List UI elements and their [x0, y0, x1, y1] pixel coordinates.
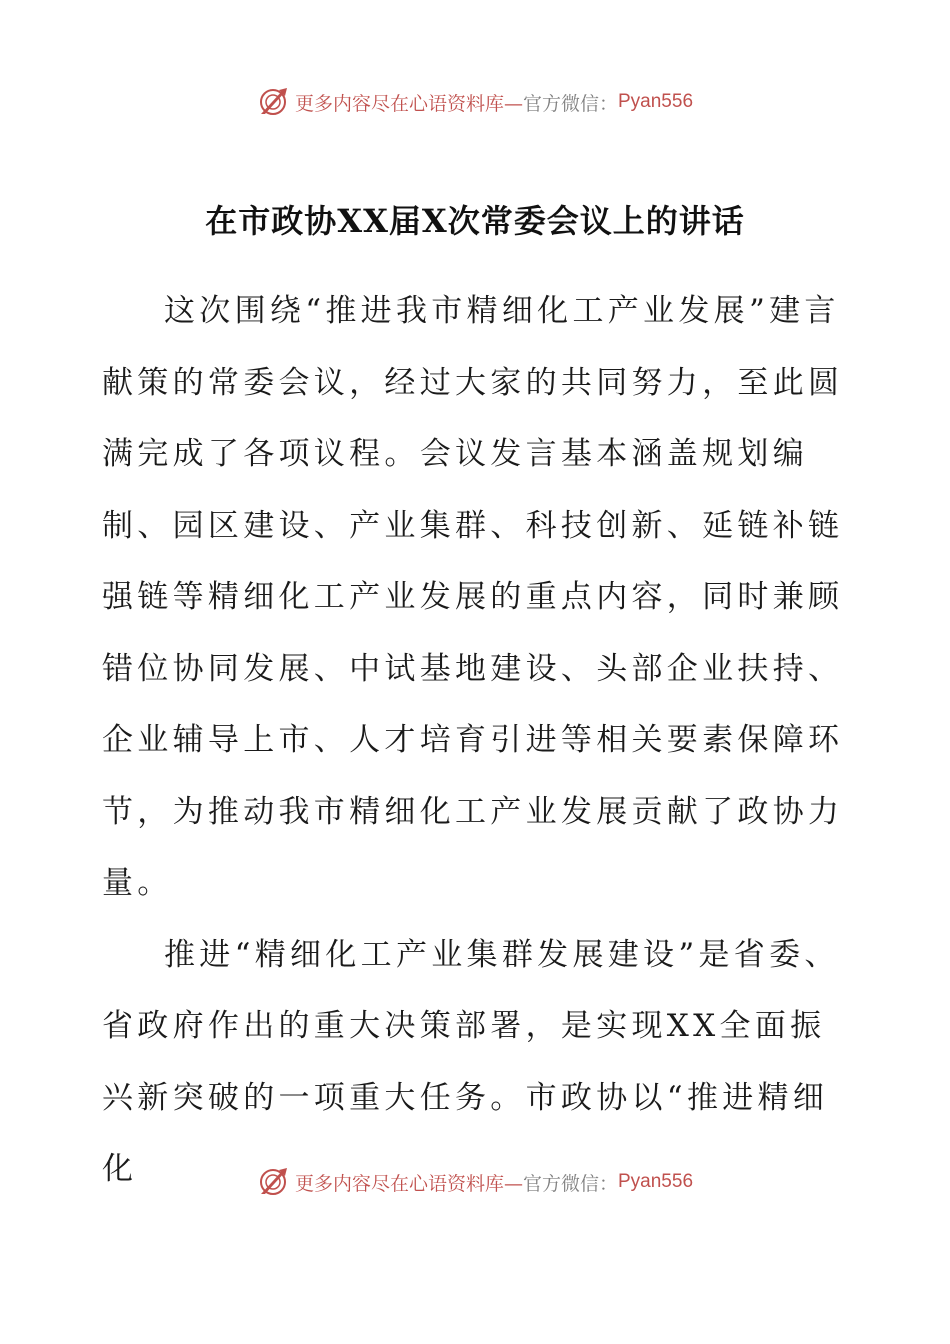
- document-title: 在市政协XX届X次常委会议上的讲话: [205, 202, 745, 240]
- banner-main-text: 更多内容尽在心语资料库—: [294, 1172, 523, 1195]
- document-body: [102, 276, 852, 1206]
- quill-pen-logo-icon: [257, 1166, 289, 1198]
- footer-watermark-banner: [0, 1162, 950, 1202]
- banner-sub-text: 官方微信：: [522, 92, 618, 115]
- header-watermark-banner: [0, 82, 950, 122]
- banner-id-text: Pyan556: [618, 1171, 694, 1192]
- paragraph: 这次围绕“推进我市精细化工产业发展”建言献策的常委会议，经过大家的共同努力，至此圆满完成了各项议程。会议发言基本涵盖规划编制、园区建设、产业集群、科技创新、延链补链强链等精细化工产业发展的重点内容，同时兼顾错位协同发展、中试基地建设、头部企业扶持、企业辅导上市、人才培育引进等相关要素保障环节，为推动我市精细化工产业发展贡献了政协力量。: [102, 293, 844, 901]
- paragraph: 推进“精细化工产业集群发展建设”是省委、省政府作出的重大决策部署，是实现XX全面振兴新突破的一项重大任务。市政协以“推进精细化: [102, 936, 840, 1187]
- banner-id-text: Pyan556: [618, 91, 694, 112]
- banner-sub-text: 官方微信：: [522, 1172, 618, 1195]
- banner-main-text: 更多内容尽在心语资料库—: [294, 92, 523, 115]
- quill-pen-logo-icon: [257, 86, 289, 118]
